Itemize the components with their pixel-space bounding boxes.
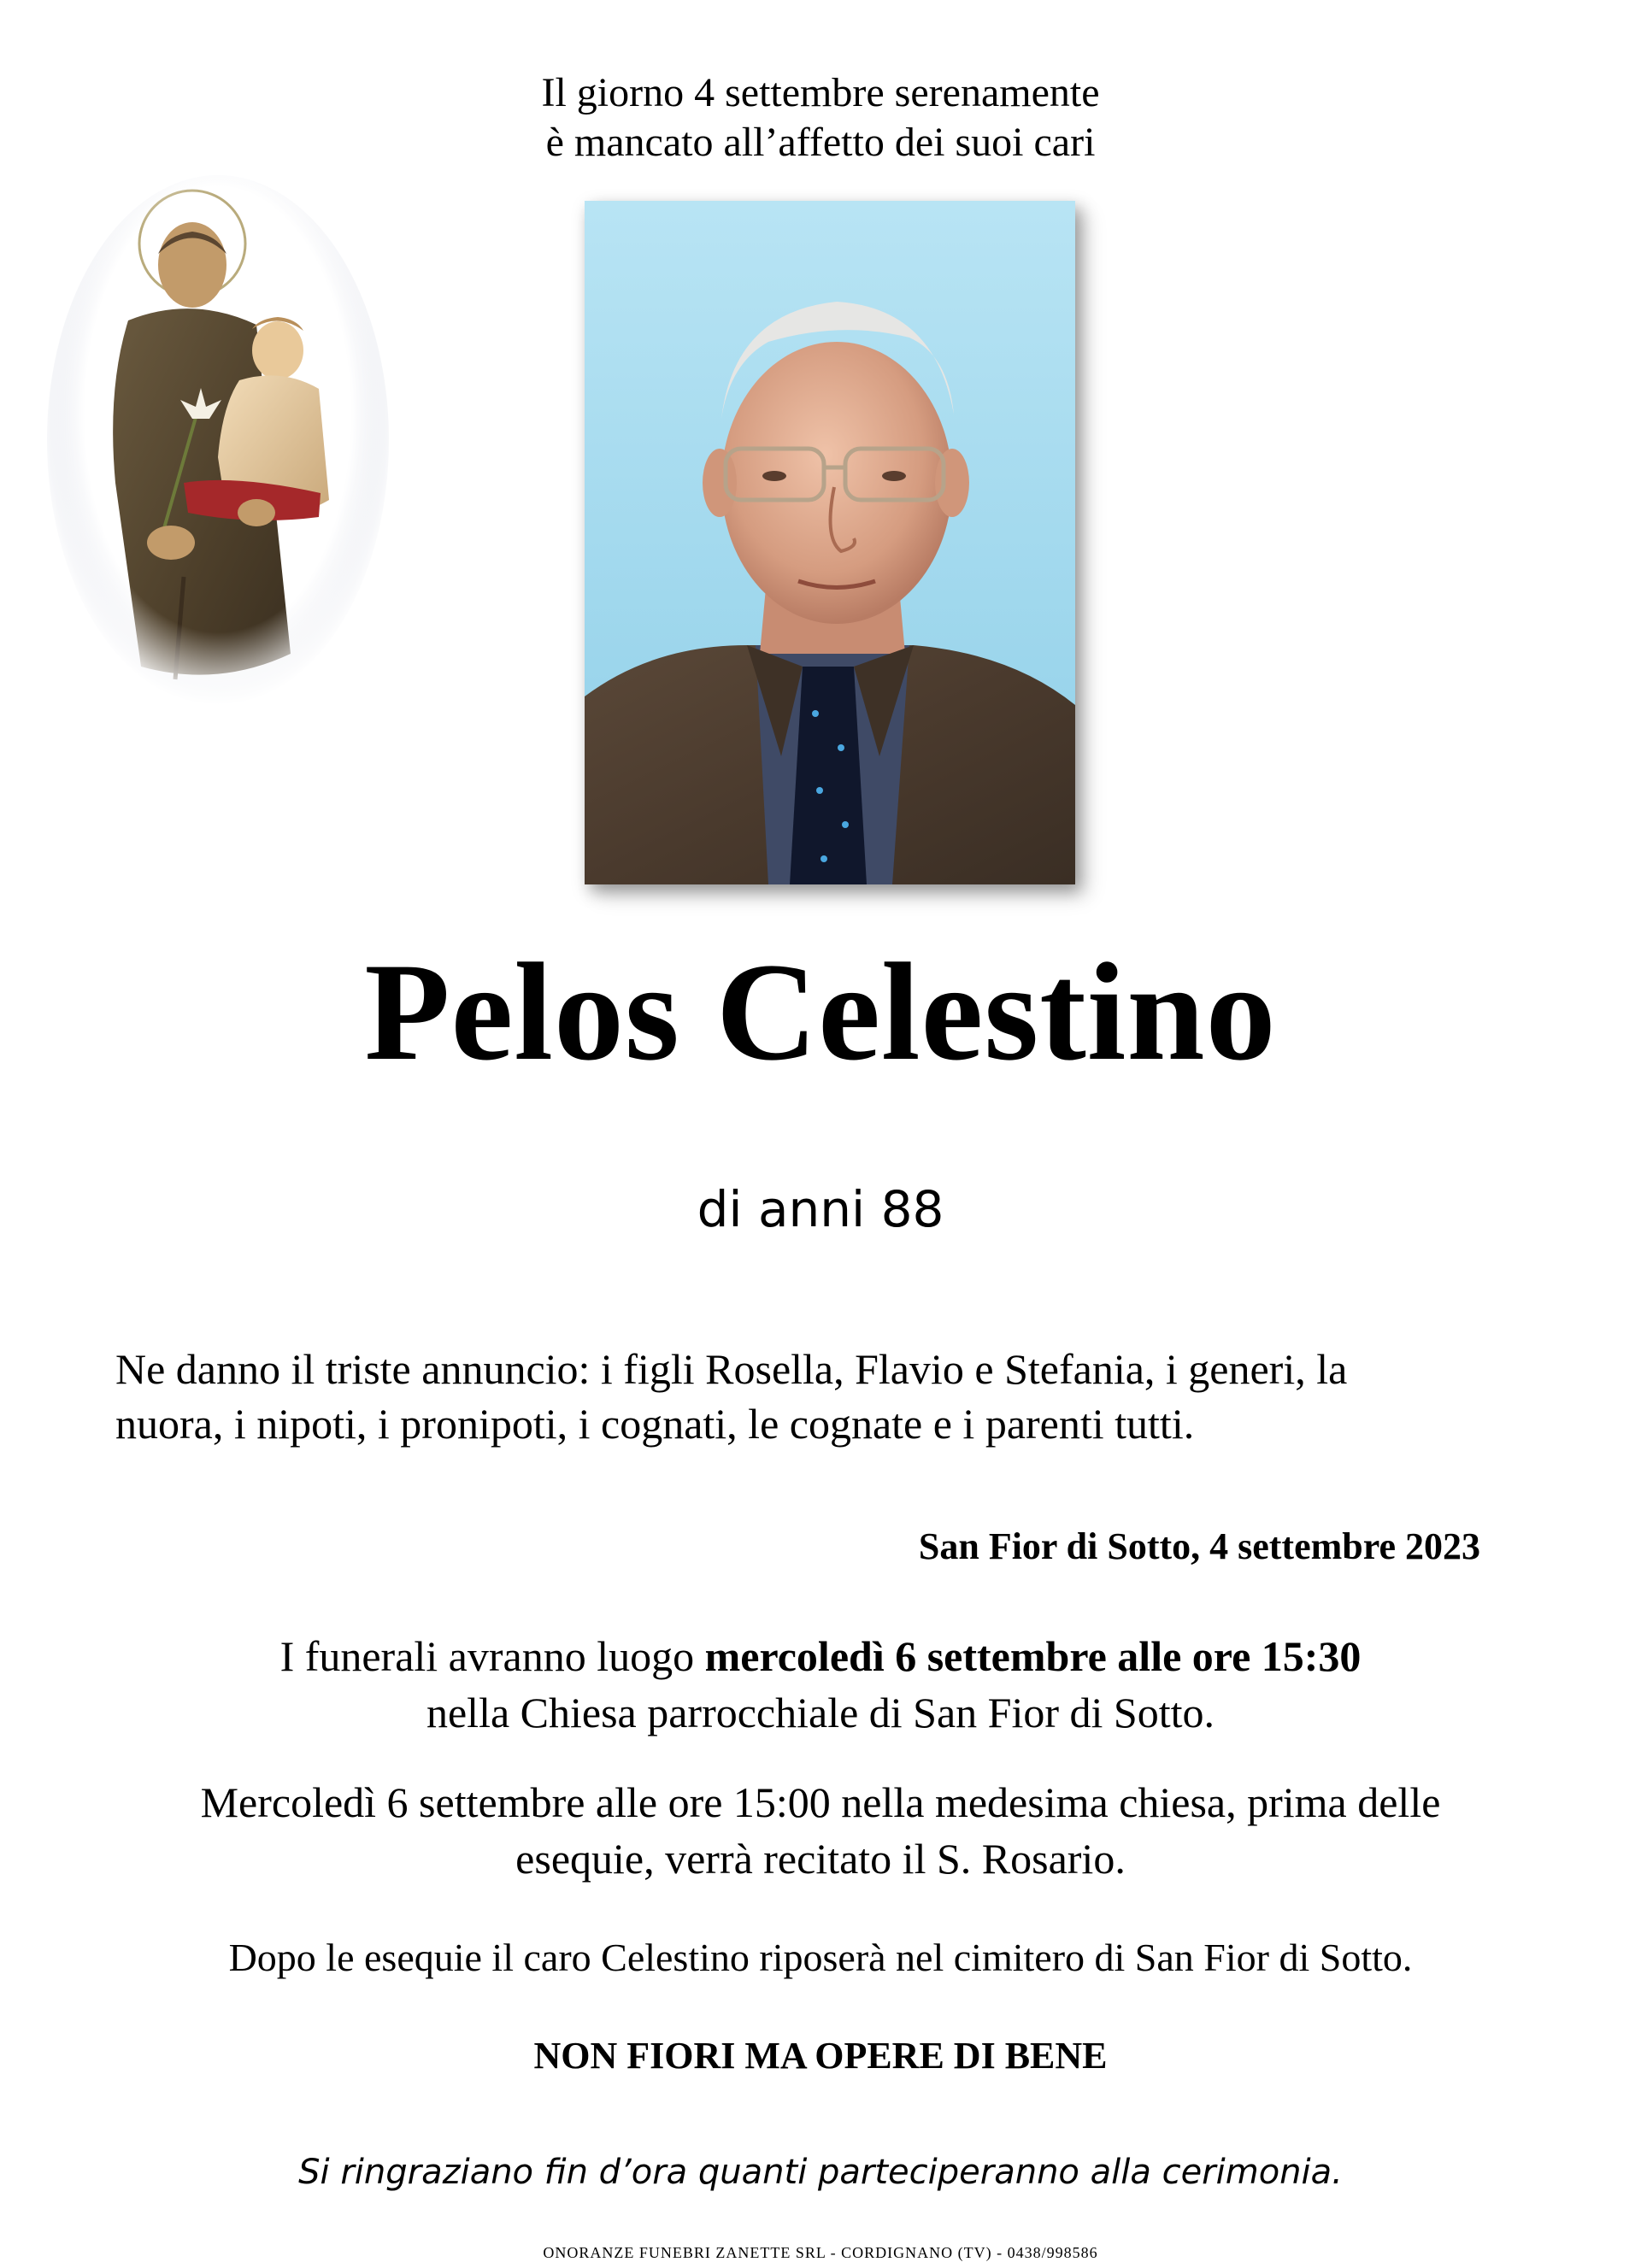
announcement-text — [115, 1342, 1526, 1451]
deceased-age: di anni 88 — [697, 1180, 944, 1238]
funeral-details — [85, 1628, 1556, 1741]
funeral-prefix: I funerali avranno luogo — [279, 1632, 705, 1680]
no-flowers-notice: NON FIORI MA OPERE DI BENE — [533, 2035, 1108, 2077]
deceased-name: Pelos Celestino — [364, 935, 1277, 1090]
funeral-line-1 — [85, 1628, 1556, 1684]
rosary-line-2: esequie, verrà recitato il S. Rosario. — [515, 1835, 1126, 1883]
burial-text: Dopo le esequie il caro Celestino riposerà nel cimitero di San Fior di Sotto. — [228, 1936, 1413, 1979]
rosary-line-1: Mercoledì 6 settembre alle ore 15:00 nella medesima chiesa, prima delle — [200, 1778, 1441, 1826]
announcement-line-2: nuora, i nipoti, i pronipoti, i cognati, le cognate e i parenti tutti. — [115, 1400, 1195, 1448]
thanks-text: Si ringraziano fin d’ora quanti parteciperanno alla cerimonia. — [298, 2153, 1343, 2192]
saint-with-child-icon — [47, 175, 389, 705]
intro-text — [393, 68, 1248, 167]
intro-line-1: Il giorno 4 settembre serenamente — [541, 70, 1100, 115]
announcement-line-1: Ne danno il triste annuncio: i figli Rosella, Flavio e Stefania, i generi, la — [115, 1345, 1348, 1393]
intro-line-2: è mancato all’affetto dei suoi cari — [545, 120, 1096, 165]
portrait-photo-icon — [585, 201, 1075, 884]
funeral-home-footer: ONORANZE FUNEBRI ZANETTE SRL - CORDIGNANO (TV) - 0438/998586 — [543, 2244, 1098, 2261]
funeral-date-time: mercoledì 6 settembre alle ore 15:30 — [704, 1632, 1362, 1680]
rosary-details — [85, 1774, 1556, 1887]
funeral-line-2: nella Chiesa parrocchiale di San Fior di Sotto. — [426, 1689, 1215, 1736]
place-date: San Fior di Sotto, 4 settembre 2023 — [918, 1525, 1480, 1567]
